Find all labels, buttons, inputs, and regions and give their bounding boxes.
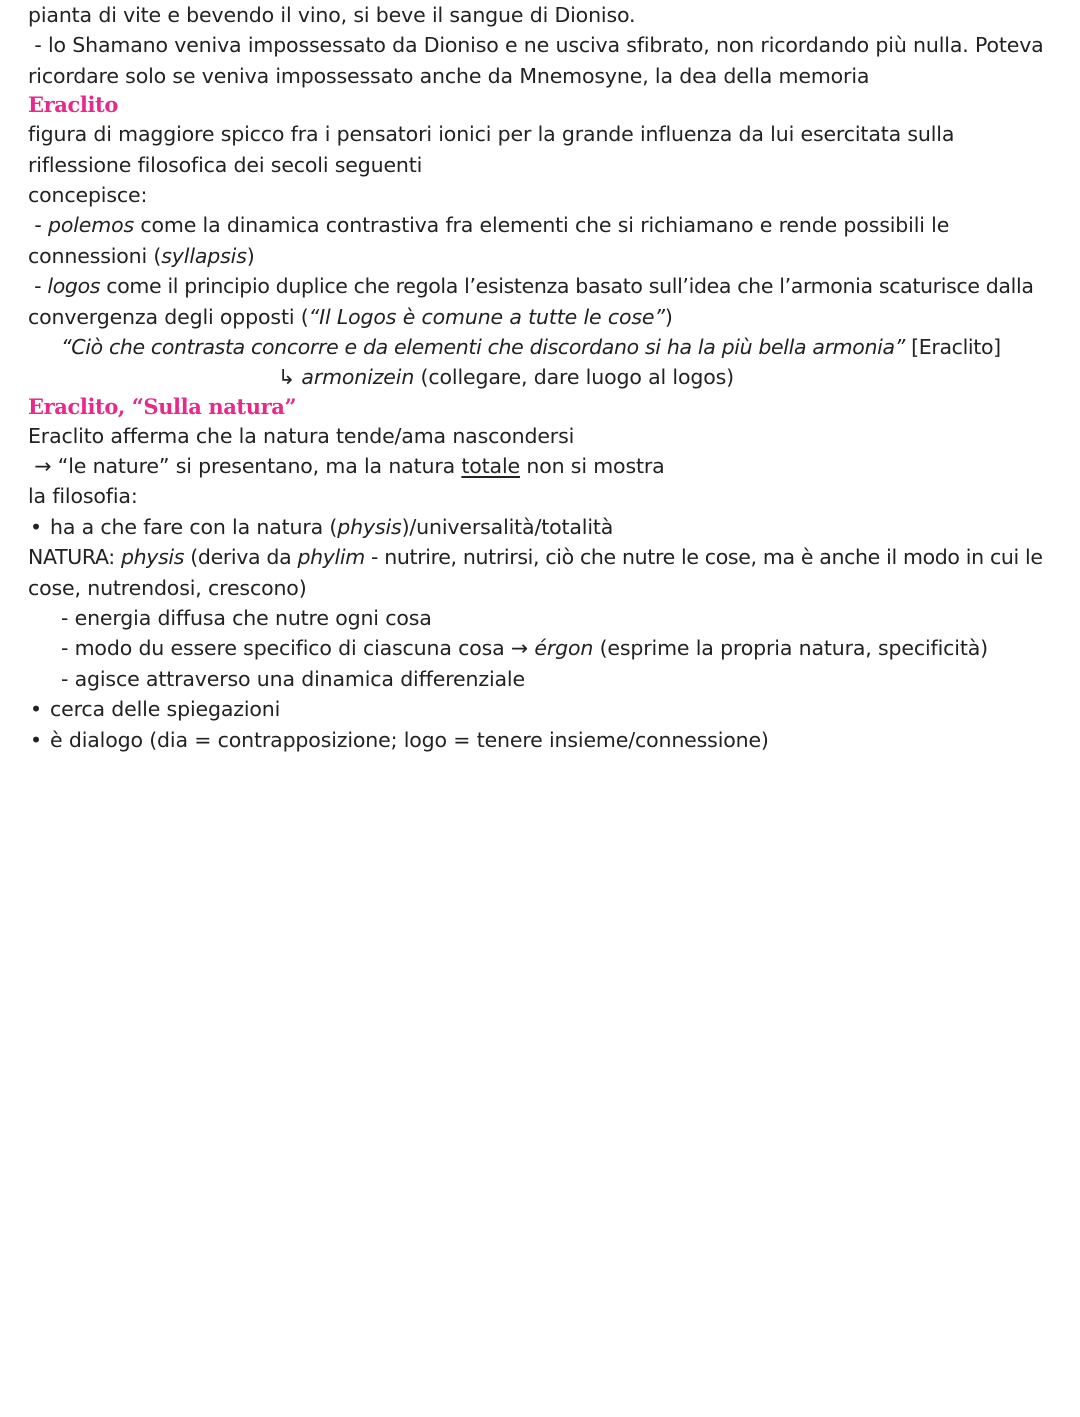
intro-line xyxy=(28,30,1058,60)
intro-line xyxy=(28,0,1058,30)
paragraph-line xyxy=(28,421,1058,451)
text: connessioni ( xyxy=(28,243,162,268)
sub-item xyxy=(28,603,1058,633)
quote-source: [Eraclito] xyxy=(904,334,1001,359)
text: è dialogo (dia = contrapposizione; logo = tenere insieme/connessione) xyxy=(50,727,769,752)
arrow-line xyxy=(28,362,1058,392)
bullet-item xyxy=(28,694,1058,724)
term-physis: physis xyxy=(121,545,185,570)
list-item-logos xyxy=(28,271,1058,301)
corner-arrow-icon: ↳ xyxy=(278,365,302,390)
paragraph-line xyxy=(28,180,1058,210)
bullet-icon: • xyxy=(30,697,42,722)
text: cose, nutrendosi, crescono) xyxy=(28,575,307,600)
text: pianta di vite e bevendo il vino, si beve il sangue di Dioniso. xyxy=(28,3,636,27)
text: concepisce: xyxy=(28,182,148,207)
text: - modo du essere specifico di ciascuna cosa → xyxy=(61,636,535,661)
text: )/universalità/totalità xyxy=(401,514,614,539)
list-item-logos-cont xyxy=(28,302,1058,332)
term-ergon: érgon xyxy=(534,636,594,661)
text: figura di maggiore spicco fra i pensatori ionici per la grande influenza da lui esercitata sulla xyxy=(28,122,955,147)
term-armonizein: armonizein xyxy=(301,365,415,390)
text: (deriva da xyxy=(184,545,298,570)
text: - lo Shamano veniva impossessato da Dioniso e ne usciva sfibrato, non ricordando più nulla. Poteva xyxy=(28,33,1044,58)
text: - energia diffusa che nutre ogni cosa xyxy=(61,606,432,631)
bullet-icon: • xyxy=(30,514,42,539)
text: come il principio duplice che regola l’esistenza basato sull’idea che l’armonia scaturisce dalla xyxy=(100,274,1034,299)
text: (collegare, dare luogo al logos) xyxy=(414,365,734,390)
paragraph-line xyxy=(28,481,1058,511)
text: la filosofia: xyxy=(28,484,138,509)
paragraph-line xyxy=(28,119,1058,149)
paragraph-line xyxy=(28,150,1058,180)
text: convergenza degli opposti ( xyxy=(28,304,309,329)
term-polemos: polemos xyxy=(47,213,134,238)
text: non si mostra xyxy=(519,454,665,479)
dash: - xyxy=(28,274,48,299)
term-physis: physis xyxy=(337,514,402,539)
bullet-icon: • xyxy=(30,727,42,752)
bullet-item xyxy=(28,512,1058,542)
text: - agisce attraverso una dinamica differenziale xyxy=(61,666,525,691)
text: cerca delle spiegazioni xyxy=(50,697,281,722)
dash: - xyxy=(28,213,48,238)
intro-line xyxy=(28,61,1058,91)
arrow-paragraph-line xyxy=(28,451,1058,481)
section-heading-eraclito: Eraclito xyxy=(28,92,118,118)
text: NATURA: xyxy=(28,545,121,570)
quote-eraclito: “Ciò che contrasta concorre e da elementi che discordano si ha la più bella armonia” xyxy=(61,334,905,359)
text: - nutrire, nutrirsi, ciò che nutre le cose, ma è anche il modo in cui le xyxy=(364,545,1043,570)
sub-item xyxy=(28,633,1058,663)
text: ricordare solo se veniva impossessato anche da Mnemosyne, la dea della memoria xyxy=(28,63,870,88)
sub-item xyxy=(28,664,1058,694)
text: ) xyxy=(664,304,673,329)
note-page xyxy=(28,0,1058,755)
term-syllapsis: syllapsis xyxy=(161,243,247,268)
text: (esprime la propria natura, specificità) xyxy=(593,636,988,661)
quote-logos: “Il Logos è comune a tutte le cose” xyxy=(308,304,665,329)
text: riflessione filosofica dei secoli seguenti xyxy=(28,152,423,177)
text: ) xyxy=(246,243,255,268)
quote-line xyxy=(28,332,1058,362)
term-phylim: phylim xyxy=(297,545,365,570)
bullet-item xyxy=(28,725,1058,755)
term-logos: logos xyxy=(47,274,101,299)
text: Eraclito afferma che la natura tende/ama nascondersi xyxy=(28,423,575,448)
natura-definition-cont xyxy=(28,573,1058,603)
list-item-polemos xyxy=(28,210,1058,240)
text: come la dinamica contrastiva fra elementi che si richiamano e rende possibili le xyxy=(134,213,950,238)
text: → “le nature” si presentano, ma la natura xyxy=(28,454,462,479)
section-heading-sulla-natura: Eraclito, “Sulla natura” xyxy=(28,393,297,419)
underlined-term: totale xyxy=(461,454,520,479)
list-item-polemos-cont xyxy=(28,241,1058,271)
text: ha a che fare con la natura ( xyxy=(50,514,338,539)
natura-definition xyxy=(28,542,1058,572)
